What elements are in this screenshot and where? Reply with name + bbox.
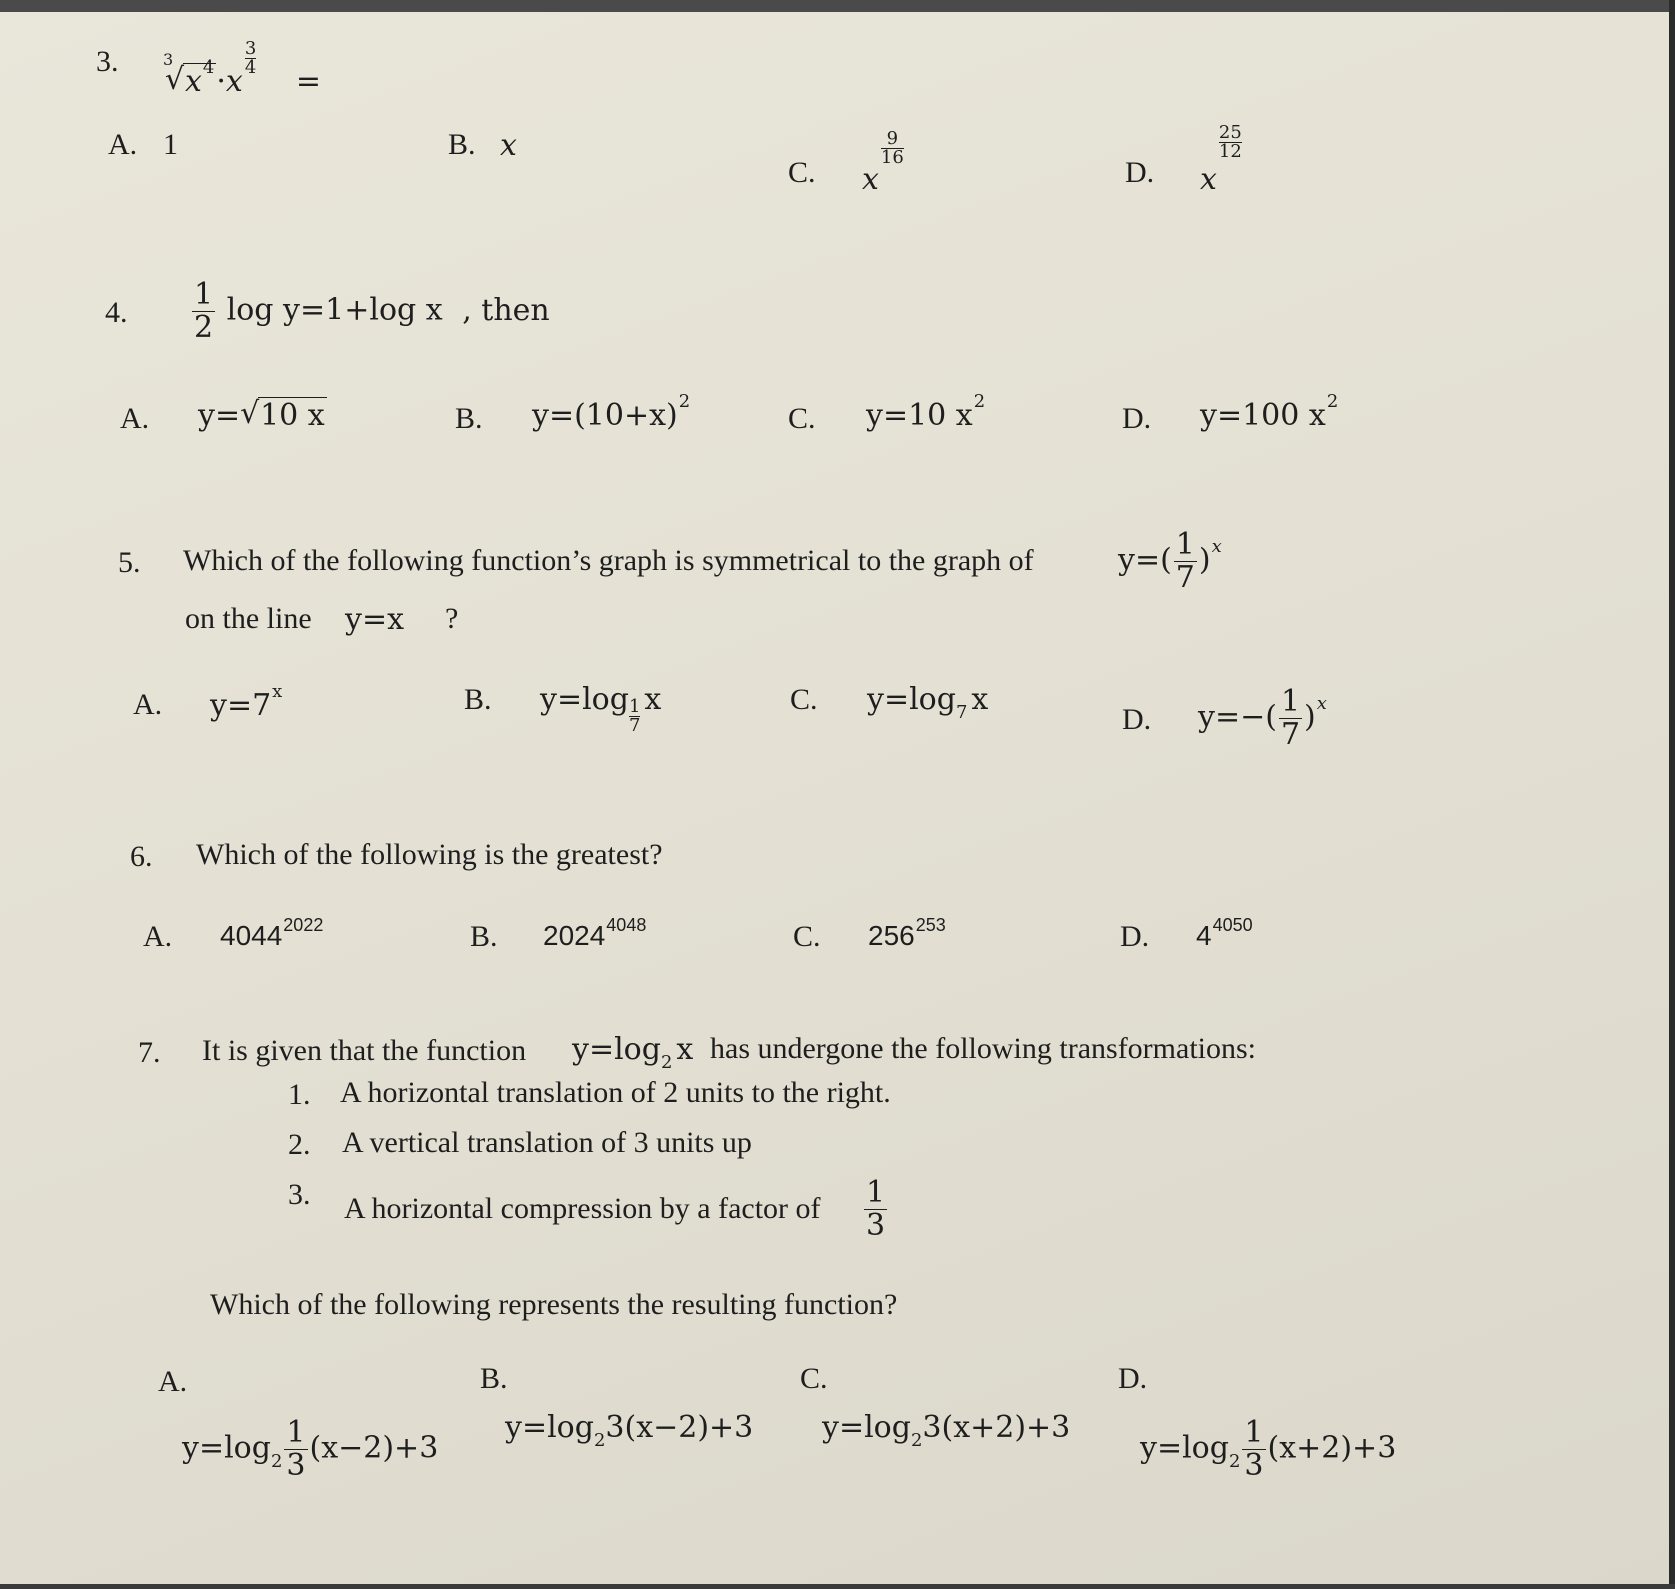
q3-option-b-label: B. — [448, 128, 476, 161]
q7-item-3-number: 3. — [288, 1178, 311, 1211]
q7-option-d-label: D. — [1118, 1362, 1148, 1395]
q4-option-a-label: A. — [120, 402, 150, 435]
q4-option-b-label: B. — [455, 402, 483, 435]
q4-option-d-value: y=100 $x^2$ — [1200, 391, 1339, 433]
q6-option-b-value: $2024^{4048}$ — [543, 915, 647, 951]
q6-number: 6. — [130, 840, 153, 873]
q5-option-a-label: A. — [133, 688, 163, 721]
q6-option-d-label: D. — [1120, 920, 1150, 953]
cube-root: 3 √ $x^4$ — [163, 50, 215, 99]
q7-option-d-value: $y=\log_2$ $\frac{1}{3}$ (x+2)+3 — [1140, 1415, 1397, 1483]
q7-item-1-number: 1. — [288, 1078, 311, 1111]
q3-option-c-label: C. — [788, 156, 816, 189]
q4-number: 4. — [105, 296, 128, 329]
q7-question: Which of the following represents the resulting function? — [210, 1288, 898, 1321]
q7-item-1-text: A horizontal translation of 2 units to the right. — [340, 1076, 891, 1109]
q6-option-b-label: B. — [470, 920, 498, 953]
q5-option-a-value: $y=7^x$ — [210, 681, 283, 723]
q5-option-c-value: $y=\log_7$ x — [867, 682, 989, 723]
top-border — [0, 0, 1675, 12]
q4-equation: $\frac{1}{2}$ log y=1+log x , then — [194, 277, 550, 345]
q7-number: 7. — [138, 1036, 161, 1069]
q6-option-c-value: $256^{253}$ — [868, 915, 946, 951]
q7-text-pre: It is given that the function — [202, 1034, 527, 1067]
q7-item-2-number: 2. — [288, 1128, 311, 1161]
q3-option-c-value: x $\frac{9}{16}$ — [862, 128, 904, 197]
bottom-border — [0, 1584, 1675, 1589]
q5-option-c-label: C. — [790, 683, 818, 716]
q7-option-a-label: A. — [158, 1365, 188, 1398]
q6-option-d-value: $4^{4050}$ — [1196, 915, 1253, 951]
right-border — [1669, 0, 1675, 1589]
q3-option-b-value: x — [500, 128, 517, 163]
q3-option-a-value: 1 — [163, 128, 178, 161]
q6-text: Which of the following is the greatest? — [196, 838, 663, 871]
q7-item-3-fraction: $\frac{1}{3}$ — [866, 1175, 886, 1243]
q7-function: $y=\log_2$ x — [572, 1032, 694, 1073]
q4-option-c-value: y=10 $x^2$ — [866, 391, 986, 433]
q5-option-b-label: B. — [464, 683, 492, 716]
q5-text-line2: on the line — [185, 602, 312, 635]
q7-option-b-value: $y=\log_23(x-2)+3$ — [505, 1410, 754, 1451]
q7-item-2-text: A vertical translation of 3 units up — [342, 1126, 752, 1159]
q7-option-b-label: B. — [480, 1362, 508, 1395]
q3-option-d-label: D. — [1125, 156, 1155, 189]
q5-question-mark: ? — [445, 602, 459, 635]
q7-option-c-value: $y=\log_23(x+2)+3$ — [822, 1410, 1071, 1451]
q5-number: 5. — [118, 546, 141, 579]
q7-option-a-value: $y=\log_2$ $\frac{1}{3}$ (x−2)+3 — [182, 1415, 439, 1483]
q5-text-line1: Which of the following function’s graph is symmetrical to the graph of — [183, 544, 1034, 577]
q4-option-d-label: D. — [1122, 402, 1152, 435]
q7-item-3-text: A horizontal compression by a factor of — [344, 1192, 821, 1225]
q4-option-a-value: y= √ 10 x — [198, 396, 325, 433]
q3-fraction-exponent: $\frac{3}{4}$ — [244, 38, 257, 78]
q3-number: 3. — [96, 45, 119, 78]
q6-option-c-label: C. — [793, 920, 821, 953]
q5-line-equation: y=x — [345, 602, 405, 637]
q5-function: y=( $\frac{1}{7}$ )$^x$ — [1118, 527, 1222, 595]
q4-half-fraction: $\frac{1}{2}$ — [194, 277, 214, 345]
q4-option-b-value: $y=(10+x)^2$ — [532, 391, 691, 433]
q7-text-post: has undergone the following transformations: — [710, 1032, 1257, 1065]
q3-option-a-label: A. — [108, 128, 138, 161]
q6-option-a-value: $4044^{2022}$ — [220, 915, 324, 951]
q6-option-a-label: A. — [143, 920, 173, 953]
q5-option-d-value: y=−( $\frac{1}{7}$ )$^x$ — [1198, 684, 1327, 752]
q5-option-b-value: y=log $\frac{1}{7}$ x — [540, 682, 662, 736]
q3-option-d-value: x $\frac{25}{12}$ — [1200, 122, 1242, 197]
q4-option-c-label: C. — [788, 402, 816, 435]
q3-expression: 3 √ $x^4\cdot x$ $\frac{3}{4}$ = — [163, 38, 321, 99]
q5-option-d-label: D. — [1122, 703, 1152, 736]
q7-option-c-label: C. — [800, 1362, 828, 1395]
